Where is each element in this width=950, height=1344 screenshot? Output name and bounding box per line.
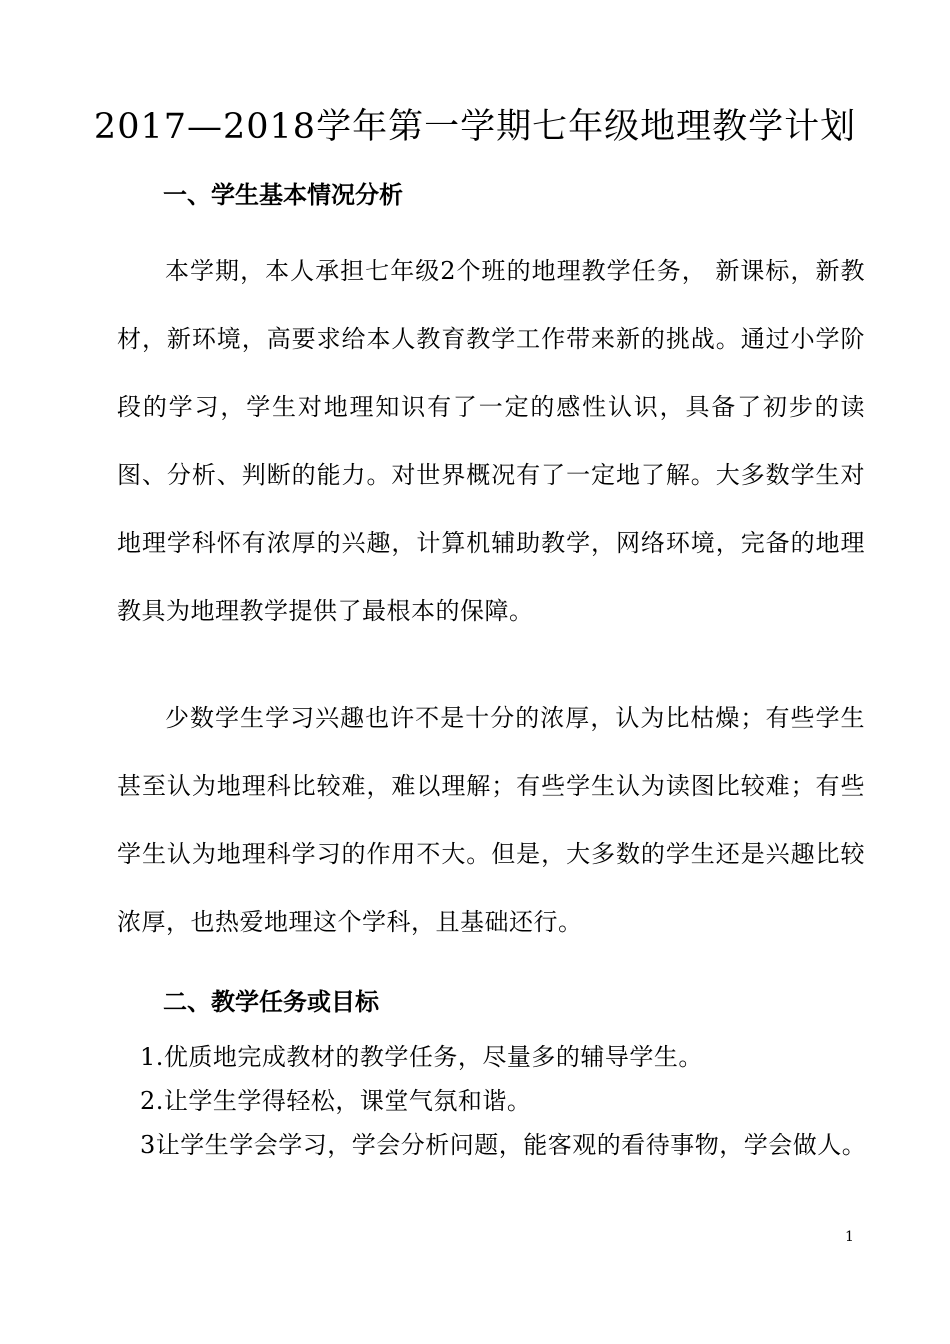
list-item: 3让学生学会学习，学会分析问题，能客观的看待事物，学会做人。 — [140, 1131, 867, 1159]
document-title: 2017—2018学年第一学期七年级地理教学计划 — [93, 107, 857, 147]
page-number: 1 — [845, 1229, 854, 1245]
section-heading-student-analysis: 一、学生基本情况分析 — [163, 181, 403, 209]
list-item: 2.让学生学得轻松，课堂气氛和谐。 — [140, 1087, 532, 1115]
teaching-goals-list — [140, 1035, 866, 1167]
paragraph-student-analysis-1: 本学期，本人承担七年级2个班的地理教学任务， 新课标，新教材，新环境，高要求给本人教育教学工作带来新的挑战。通过小学阶段的学习，学生对地理知识有了一定的感性认识，具备了初步的读图、分析、判断的能力。对世界概况有了一定地了解。大多数学生对地理学科怀有浓厚的兴趣，计算机辅助教学，网络环境，完备的地理教具为地理教学提供了最根本的保障。 — [117, 257, 865, 625]
section-heading-teaching-goals: 二、教学任务或目标 — [163, 988, 379, 1016]
paragraph-student-analysis-2: 少数学生学习兴趣也许不是十分的浓厚，认为比枯燥；有些学生甚至认为地理科比较难，难以理解；有些学生认为读图比较难；有些学生认为地理科学习的作用不大。但是，大多数的学生还是兴趣比较浓厚，也热爱地理这个学科，且基础还行。 — [117, 704, 865, 936]
list-item: 1.优质地完成教材的教学任务，尽量多的辅导学生。 — [140, 1043, 703, 1071]
